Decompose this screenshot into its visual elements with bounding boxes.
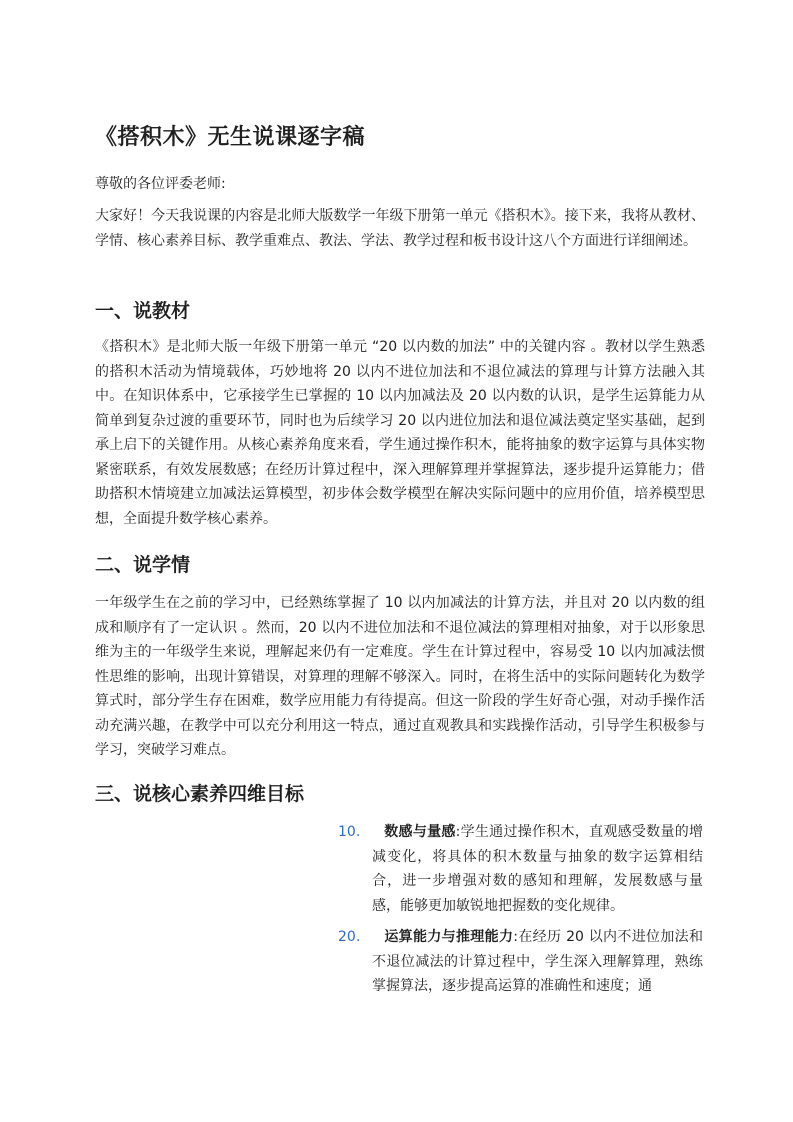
goal-item-text [338,925,704,999]
goal-separator: : [513,929,519,945]
goal-separator: : [455,824,461,840]
document-title: 《搭积木》无生说课逐字稿 [95,125,366,150]
goal-item-text [338,820,704,918]
goal-term: 数感与量感 [384,824,456,840]
goal-number: 10. [338,824,361,840]
section-heading-learners: 二、说学情 [95,554,191,576]
goal-list-item [338,820,704,918]
goal-list-item [338,925,704,999]
section-heading-goals: 三、说核心素养四维目标 [95,783,305,805]
section-body-textbook: 《搭积木》是北师大版一年级下册第一单元 “20 以内数的加法” 中的关键内容 。教材以学生熟悉的搭积木活动为情境载体，巧妙地将 20 以内不进位加法和不退位减法的算理与计算方法融入其中。在知识体系中，它承接学生已掌握的 10 以内加减法及 20 以内数的认识，是学生运算能力从简单到复杂过渡的重要环节，同时也为后续学习 20 以内进位加法和退位减法奠定坚实基础，起到承上启下的关键作用。从核心素养角度来看，学生通过操作积木，能将抽象的数字运算与具体实物紧密联系，有效发展数感；在经历计算过程中，深入理解算理并掌握算法，逐步提升运算能力；借助搭积木情境建立加减法运算模型，初步体会数学模型在解决实际问题中的应用价值，培养模型思想，全面提升数学核心素养。 [95,339,705,527]
intro-paragraph: 大家好！今天我说课的内容是北师大版数学一年级下册第一单元《搭积木》。接下来，我将从教材、学情、核心素养目标、教学重难点、教法、学法、教学过程和板书设计这八个方面进行详细阐述。 [95,208,705,249]
goal-description: 学生通过操作积木，直观感受数量的增减变化，将具体的积木数量与抽象的数字运算相结合，进一步增强对数的感知和理解，发展数感与量感，能够更加敏锐地把握数的变化规律。 [372,824,704,914]
goal-term: 运算能力与推理能力 [384,929,514,945]
goal-description: 在经历 20 以内不进位加法和不退位减法的计算过程中，学生深入理解算理，熟练掌握算法，逐步提高运算的准确性和速度；通 [372,929,704,994]
goal-number: 20. [338,929,361,945]
section-body-learners: 一年级学生在之前的学习中，已经熟练掌握了 10 以内加减法的计算方法，并且对 20 以内数的组成和顺序有了一定认识 。然而，20 以内不进位加法和不退位减法的算理相对抽象，对于以形象思维为主的一年级学生来说，理解起来仍有一定难度。学生在计算过程中，容易受 10 以内加减法惯性思维的影响，出现计算错误，对算理的理解不够深入。同时，在将生活中的实际问题转化为数学算式时，部分学生存在困难，数学应用能力有待提高。但这一阶段的学生好奇心强，对动手操作活动充满兴趣，在教学中可以充分利用这一特点，通过直观教具和实践操作活动，引导学生积极参与学习，突破学习难点。 [95,595,705,758]
greeting: 尊敬的各位评委老师: [95,176,226,192]
section-heading-textbook: 一、说教材 [95,300,191,322]
